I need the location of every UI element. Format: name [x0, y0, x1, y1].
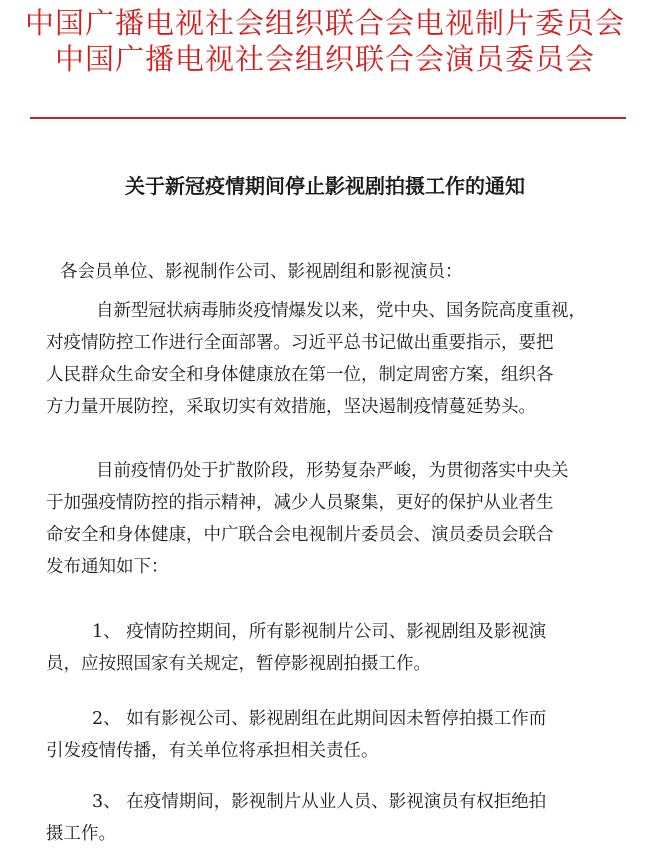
paragraph-line: 目前疫情仍处于扩散阶段，形势复杂严峻，为贯彻落实中央关: [96, 461, 569, 481]
letterhead-line-1: 中国广播电视社会组织联合会电视制片委员会: [24, 6, 625, 40]
salutation: 各会员单位、影视制作公司、影视剧组和影视演员：: [60, 262, 463, 282]
paragraph-line: 发布通知如下：: [46, 557, 169, 577]
paragraph-line: 方力量开展防控，采取切实有效措施，坚决遏制疫情蔓延势头。: [46, 397, 536, 417]
notice-title: 关于新冠疫情期间停止影视剧拍摄工作的通知: [125, 174, 525, 198]
list-item-line: 员，应按照国家有关规定，暂停影视剧拍摄工作。: [46, 654, 431, 674]
list-item-line: 3、 在疫情期间，影视制片从业人员、影视演员有权拒绝拍: [92, 792, 547, 812]
letterhead-line-2: 中国广播电视社会组织联合会演员委员会: [54, 42, 595, 76]
paragraph-2: [46, 455, 616, 583]
list-item-line: 摄工作。: [46, 824, 116, 844]
paragraph-line: 人民群众生命安全和身体健康放在第一位，制定周密方案，组织各: [46, 365, 554, 385]
list-item-line: 引发疫情传播，有关单位将承担相关责任。: [46, 741, 379, 761]
paragraph-line: 于加强疫情防控的指示精神，减少人员聚集，更好的保护从业者生: [46, 493, 554, 513]
list-item-2: [46, 703, 616, 767]
list-item-3: [46, 786, 616, 850]
list-item-1: [46, 616, 616, 680]
letterhead-rule: [30, 117, 626, 119]
list-item-line: 2、 如有影视公司、影视剧组在此期间因未暂停拍摄工作而: [92, 709, 547, 729]
paragraph-line: 命安全和身体健康，中广联合会电视制片委员会、演员委员会联合: [46, 525, 554, 545]
paragraph-1: [46, 295, 616, 423]
list-item-line: 1、 疫情防控期间，所有影视制片公司、影视剧组及影视演: [92, 622, 547, 642]
paragraph-line: 对疫情防控工作进行全面部署。习近平总书记做出重要指示，要把: [46, 333, 554, 353]
paragraph-line: 自新型冠状病毒肺炎疫情爆发以来，党中央、国务院高度重视，: [96, 301, 586, 321]
salutation-block: [46, 256, 616, 288]
